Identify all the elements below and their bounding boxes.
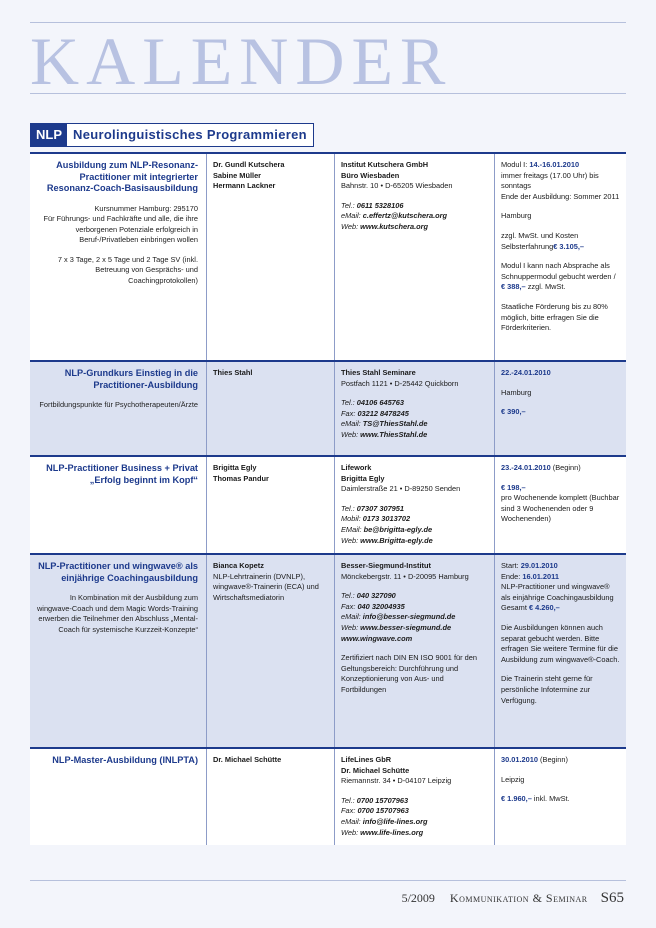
contact-value[interactable]: 0611 5328106 (356, 200, 404, 210)
contact-line[interactable] (341, 806, 488, 817)
date-text: Leipzig (501, 774, 525, 784)
trainer-name: Sabine Müller (213, 170, 262, 180)
contact-value[interactable]: www.ThiesStahl.de (360, 429, 428, 439)
date-highlight: 30.01.2010 (501, 755, 538, 764)
spacer (341, 787, 488, 796)
course-row (30, 152, 626, 360)
date-text: Staatliche Förderung bis zu 80% möglich, bitte erfragen Sie die Förderkriterien. (501, 301, 608, 333)
contact-value[interactable]: c.effertz@kutschera.org (362, 211, 448, 221)
date-line (501, 794, 620, 805)
institute-name: Institut Kutschera GmbH (341, 160, 429, 169)
date-text: Ende der Ausbildung: Sommer 2011 (501, 191, 620, 201)
date-highlight: € 1.960,– (501, 794, 532, 804)
contact-label: Fax: (341, 601, 358, 611)
trainer-cell (206, 749, 334, 845)
contact-line[interactable] (341, 602, 488, 613)
contact-label: Tel.: (341, 795, 357, 805)
contact-line[interactable] (341, 201, 488, 212)
date-highlight: 23.-24.01.2010 (501, 463, 551, 472)
trainer-cell (206, 457, 334, 553)
course-cell (30, 154, 206, 360)
contact-value[interactable]: 040 32004935 (357, 601, 405, 611)
date-line (501, 388, 620, 399)
course-description: Fortbildungspunkte für Psychotherapeuten/Ärzte (39, 400, 198, 409)
contact-value[interactable]: info@besser-siegmund.de (362, 612, 456, 622)
date-text: pro Wochenende komplett (Buchbar sind 3 Wochenenden oder 9 Wochenenden) (501, 493, 620, 524)
date-text: (Beginn) (550, 463, 581, 472)
date-line (501, 775, 620, 786)
date-text: (Beginn) (538, 755, 568, 764)
contact-label: Fax: (341, 408, 358, 418)
contact-value[interactable]: be@brigitta-egly.de (363, 524, 433, 534)
contact-label: eMail: (341, 612, 363, 622)
course-title: Ausbildung zum NLP-Resonanz- Practitioner mit integrierter Resonanz-Coach-Basisausbildung (46, 160, 198, 193)
date-text: Die Trainerin steht gerne für persönliche Infotermine zur Verfügung. (501, 674, 593, 705)
course-description: 7 x 3 Tage, 2 x 5 Tage und 2 Tage SV (inkl. Betreuung von Gesprächs- und Coachingprotokollen) (57, 254, 198, 286)
institute-address: Daimlerstraße 21 • D-89250 Senden (341, 484, 461, 494)
contact-line[interactable] (341, 504, 488, 515)
date-text: Modul I: (501, 160, 530, 169)
institute-address: Riemannstr. 34 • D-04107 Leipzig (341, 776, 452, 786)
spacer (501, 379, 620, 388)
date-line (501, 483, 620, 494)
spacer (501, 474, 620, 483)
date-text: Gesamt (501, 603, 529, 613)
institute-cell (334, 749, 494, 845)
date-highlight: € 198,– (501, 482, 526, 492)
spacer (501, 293, 620, 302)
date-highlight: € 4.260,– (528, 603, 560, 613)
spacer (341, 582, 488, 591)
institute-name: Besser-Siegmund-Institut (341, 561, 431, 570)
contact-line[interactable] (341, 828, 488, 839)
spacer (501, 665, 620, 674)
institute-name-2: Büro Wiesbaden (341, 170, 400, 180)
spacer (501, 785, 620, 794)
course-description: In Kombination mit der Ausbildung zum wingwave-Coach und dem Magic Words-Training erwerben die Teilnehmer den Abschluss „Mental-Coach für systemische Kurzzeit-Konzepte“ (36, 593, 198, 634)
course-description: Kursnummer Hamburg: 295170 (94, 203, 198, 213)
date-text: inkl. MwSt. (531, 794, 570, 804)
date-line (501, 463, 620, 474)
date-line (501, 755, 620, 766)
spacer (341, 495, 488, 504)
date-text: NLP-Practitioner und wingwave® als einjährige Coachingausbildung (501, 582, 614, 602)
contact-label: Web: (341, 221, 361, 231)
footer (402, 890, 624, 907)
contact-label: Tel.: (341, 398, 357, 408)
trainer-cell (206, 362, 334, 455)
trainer-name: NLP-Lehrtrainerin (DVNLP), wingwave®-Trainerin (ECA) und Wirtschaftsmediatorin (213, 571, 319, 602)
institute-name: LifeLines GbR (341, 755, 392, 764)
contact-line[interactable] (341, 222, 488, 233)
date-text: Hamburg (501, 211, 532, 221)
course-table (30, 152, 626, 845)
section-header (30, 123, 314, 147)
spacer (501, 202, 620, 211)
course-cell (30, 457, 206, 553)
contact-value[interactable]: www.wingwave.com (341, 633, 413, 643)
date-text: zzgl. MwSt. und Kosten Selbsterfahrung (501, 230, 579, 251)
date-highlight: € 390,– (501, 407, 526, 417)
trainer-name: Bianca Kopetz (213, 561, 264, 570)
contact-line[interactable] (341, 398, 488, 409)
footer-issue: 5/2009 (401, 891, 435, 905)
date-cell (494, 362, 626, 455)
contact-value[interactable]: 0173 3013702 (362, 514, 411, 524)
date-line (501, 231, 620, 252)
date-cell (494, 555, 626, 747)
institute-cell (334, 457, 494, 553)
date-line (501, 493, 620, 525)
contact-line[interactable] (341, 211, 488, 222)
contact-line[interactable] (341, 514, 488, 525)
course-row (30, 747, 626, 845)
institute-note: Zertifiziert nach DIN EN ISO 9001 für den Geltungsbereich: Durchführung und Konzeptionierung von Aus- und Fortbildungen (341, 653, 477, 694)
trainer-cell (206, 154, 334, 360)
date-cell (494, 457, 626, 553)
trainer-name: Thies Stahl (213, 368, 253, 377)
section-title: Neurolinguistisches Programmieren (67, 124, 313, 146)
contact-value[interactable]: info@life-lines.org (362, 816, 428, 826)
date-line (501, 171, 620, 192)
date-highlight: 22.-24.01.2010 (501, 368, 551, 377)
contact-label: Web: (341, 827, 361, 837)
contact-value[interactable]: 0700 15707963 (357, 806, 409, 816)
spacer (501, 614, 620, 623)
trainer-name: Dr. Gundl Kutschera (213, 160, 285, 169)
institute-name-2: Dr. Michael Schütte (341, 765, 410, 775)
contact-line[interactable] (341, 536, 488, 547)
spacer (501, 222, 620, 231)
title-rule (30, 93, 626, 94)
contact-line[interactable] (341, 430, 488, 441)
date-line (501, 160, 620, 171)
footer-page: S65 (600, 890, 624, 906)
course-description: Für Führungs- und Fachkräfte und alle, die ihre verborgenen Potenziale erfolgreich in Beruf-/Privatleben einbringen wollen (43, 214, 198, 245)
date-text: Ende: (501, 571, 523, 581)
date-highlight: € 3.105,– (553, 241, 585, 251)
spacer (36, 246, 198, 255)
contact-value[interactable]: www.life-lines.org (360, 827, 424, 837)
course-title: NLP-Grundkurs Einstieg in die Practitioner-Ausbildung (64, 368, 198, 390)
contact-line[interactable] (341, 623, 488, 634)
contact-line[interactable] (341, 419, 488, 430)
contact-line[interactable] (341, 817, 488, 828)
trainer-name: Thomas Pandur (213, 473, 269, 483)
date-line (501, 407, 620, 418)
contact-value[interactable]: www.Brigitta-egly.de (360, 535, 433, 545)
date-cell (494, 749, 626, 845)
date-line (501, 572, 620, 583)
contact-label: Web: (341, 535, 361, 545)
institute-name-2: Brigitta Egly (341, 473, 385, 483)
date-text: Modul I kann nach Absprache als Schnuppermodul gebucht werden / (501, 261, 616, 281)
course-title: NLP-Practitioner Business + Privat „Erfolg beginnt im Kopf“ (46, 463, 198, 485)
date-highlight: 16.01.2011 (522, 571, 559, 581)
date-line (501, 561, 620, 572)
course-cell (30, 749, 206, 845)
date-line (501, 302, 620, 334)
spacer (341, 192, 488, 201)
contact-line[interactable] (341, 634, 488, 645)
contact-value[interactable]: TS@ThiesStahl.de (362, 419, 428, 429)
institute-address: Mönckebergstr. 11 • D-20095 Hamburg (341, 571, 469, 581)
course-row (30, 553, 626, 747)
institute-name: Thies Stahl Seminare (341, 368, 416, 377)
spacer (501, 398, 620, 407)
trainer-name: Brigitta Egly (213, 463, 257, 472)
contact-value[interactable]: www.besser-siegmund.de (360, 622, 452, 632)
date-text: Die Ausbildungen können auch separat gebucht werden. Bitte erfragen Sie weitere Termine für die Ausbildung zum wingwave®-Coach. (501, 622, 620, 664)
date-line (501, 211, 620, 222)
spacer (501, 766, 620, 775)
date-line (501, 192, 620, 203)
date-highlight: 29.01.2010 (520, 561, 558, 570)
contact-label: eMail: (341, 419, 363, 429)
date-line (501, 582, 620, 603)
institute-cell (334, 555, 494, 747)
contact-value[interactable]: 03212 8478245 (357, 408, 409, 418)
contact-label: Tel.: (341, 200, 357, 210)
footer-magazine: Kommunikation & Seminar (449, 891, 588, 905)
date-line (501, 261, 620, 293)
section-tag: NLP (31, 124, 67, 146)
date-highlight: € 388,– (501, 282, 526, 292)
trainer-name: Hermann Lackner (213, 181, 276, 191)
date-line (501, 623, 620, 665)
bottom-rule (30, 880, 626, 881)
institute-address: Bahnstr. 10 • D-65205 Wiesbaden (341, 181, 453, 191)
contact-line[interactable] (341, 612, 488, 623)
contact-label: Web: (341, 622, 361, 632)
contact-label: EMail: (341, 524, 364, 534)
contact-value[interactable]: 07307 307951 (356, 503, 405, 513)
institute-cell (334, 154, 494, 360)
contact-line[interactable] (341, 796, 488, 807)
contact-label: eMail: (341, 816, 363, 826)
course-row (30, 455, 626, 553)
spacer (501, 252, 620, 261)
contact-label: eMail: (341, 211, 363, 221)
contact-label: Web: (341, 429, 361, 439)
contact-line[interactable] (341, 591, 488, 602)
contact-value[interactable]: www.kutschera.org (360, 221, 429, 231)
date-line (501, 674, 620, 706)
contact-label: Tel.: (341, 591, 357, 601)
contact-value[interactable]: 0700 15707963 (356, 795, 409, 805)
institute-cell (334, 362, 494, 455)
contact-label: Mobil: (341, 514, 363, 524)
contact-label: Tel.: (341, 503, 357, 513)
contact-line[interactable] (341, 409, 488, 420)
page-title: KALENDER (30, 23, 453, 99)
date-line (501, 368, 620, 379)
contact-label: Fax: (341, 806, 358, 816)
course-row (30, 360, 626, 455)
institute-name: Lifework (341, 463, 372, 472)
date-text: zzgl. MwSt. (525, 282, 566, 292)
date-text: immer freitags (17.00 Uhr) bis sonntags (501, 170, 599, 191)
course-cell (30, 362, 206, 455)
course-title: NLP-Practitioner und wingwave® als einjährige Coachingausbildung (38, 561, 198, 583)
contact-value[interactable]: 040 327090 (356, 591, 396, 601)
institute-address: Postfach 1121 • D-25442 Quickborn (341, 378, 459, 388)
trainer-name: Dr. Michael Schütte (213, 755, 282, 764)
date-line (501, 603, 620, 614)
course-title: NLP-Master-Ausbildung (INLPTA) (52, 755, 198, 765)
date-cell (494, 154, 626, 360)
spacer (341, 389, 488, 398)
date-text: Start: (501, 561, 521, 570)
course-cell (30, 555, 206, 747)
contact-line[interactable] (341, 525, 488, 536)
contact-value[interactable]: 04106 645763 (356, 398, 405, 408)
trainer-cell (206, 555, 334, 747)
date-text: Hamburg (501, 387, 532, 397)
spacer (341, 644, 488, 653)
date-highlight: 14.-16.01.2010 (529, 160, 580, 169)
